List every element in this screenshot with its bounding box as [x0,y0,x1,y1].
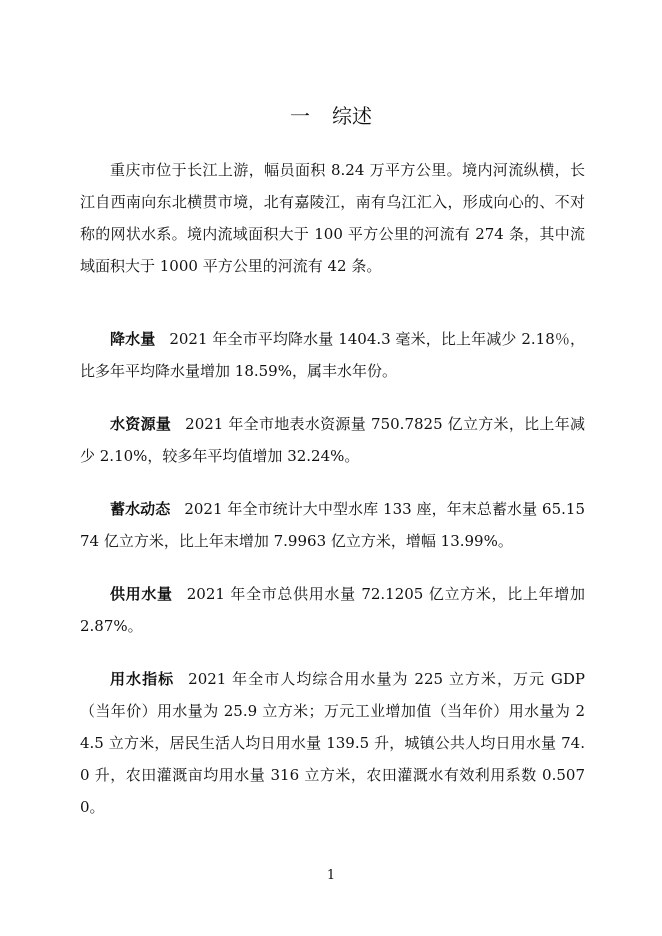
section-text: 2021 年全市人均综合用水量为 225 立方米，万元 GDP（当年价）用水量为 25.9 立方米；万元工业增加值（当年价）用水量为 24.5 立方米，居民生活人均日用水量 139.5 升，城镇公共人均日用水量 74.0 升，农田灌溉亩均用水量 316 立方米，农田灌溉水有效利用系数 0.5070。 [80,670,585,816]
section-label: 降水量 [110,330,156,348]
section-label: 供用水量 [110,585,173,603]
section-text: 2021 年全市地表水资源量 750.7825 亿立方米，比上年减少 2.10%，较多年平均值增加 32.24%。 [80,415,585,465]
section-text: 2021 年全市平均降水量 1404.3 毫米，比上年减少 2.18％，比多年平均降水量增加 18.59%，属丰水年份。 [80,330,585,380]
intro-paragraph: 重庆市位于长江上游，幅员面积 8.24 万平方公里。境内河流纵横，长江自西南向东北横贯市境，北有嘉陵江，南有乌江汇入，形成向心的、不对称的网状水系。境内流域面积大于 100 平方公里的河流有 274 条，其中流域面积大于 1000 平方公里的河流有 42 条。 [80,161,585,275]
section-label: 用水指标 [110,670,175,688]
section-text: 2021 年全市统计大中型水库 133 座，年末总蓄水量 65.1574 亿立方米，比上年末增加 7.9963 亿立方米，增幅 13.99%。 [80,500,585,550]
section-supply-use [80,578,585,642]
section-label: 水资源量 [110,415,172,433]
section-water-resources [80,408,585,472]
heading-number: 一 [290,104,310,128]
section-storage [80,493,585,557]
page-number: 1 [326,868,336,883]
section-use-indicators [80,663,585,823]
section-text: 2021 年全市总供用水量 72.1205 亿立方米，比上年增加 2.87%。 [80,585,585,635]
section-precipitation [80,323,585,387]
section-label: 蓄水动态 [110,500,171,518]
section-heading [0,102,662,130]
heading-title: 综述 [332,104,372,128]
